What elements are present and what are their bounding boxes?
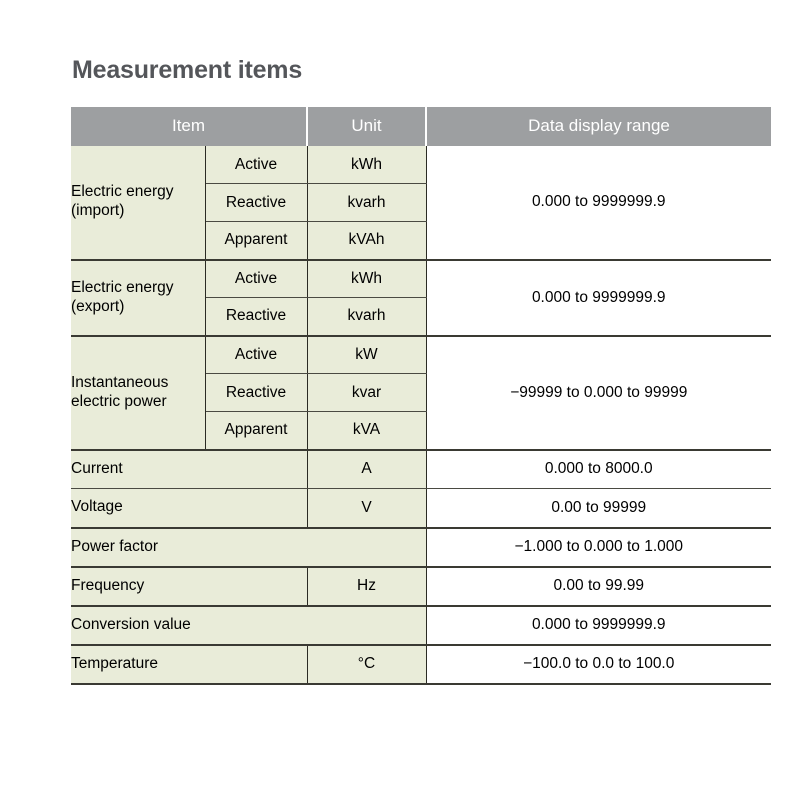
table-row [71,450,771,489]
row-subitem-label: Reactive [205,184,307,222]
row-range: −99999 to 0.000 to 99999 [426,336,771,450]
row-item-label [71,336,205,450]
item-label-line1: Instantaneous [71,373,169,391]
column-header-item: Item [71,107,307,146]
row-unit: kvarh [307,184,426,222]
item-label-line1: Electric energy [71,183,174,201]
row-range: −1.000 to 0.000 to 1.000 [426,528,771,567]
row-unit: A [307,450,426,489]
table-row [71,260,771,298]
row-item-label: Voltage [71,489,307,528]
row-subitem-label: Active [205,260,307,298]
column-header-unit: Unit [307,107,426,146]
row-unit: V [307,489,426,528]
row-unit: kVA [307,412,426,450]
table-row [71,645,771,684]
row-range: 0.000 to 9999999.9 [426,146,771,260]
row-item-label: Power factor [71,528,426,567]
row-unit: kWh [307,146,426,184]
item-label-line1: Electric energy [71,278,174,296]
row-item-label: Temperature [71,645,307,684]
row-subitem-label: Apparent [205,222,307,260]
item-label-line2: electric power [71,392,167,410]
row-subitem-label: Apparent [205,412,307,450]
column-header-range: Data display range [426,107,771,146]
row-range: 0.00 to 99999 [426,489,771,528]
item-label-line2: (export) [71,297,125,315]
page-title: Measurement items [72,56,303,84]
table-header-row [71,107,771,146]
row-subitem-label: Active [205,336,307,374]
row-subitem-label: Active [205,146,307,184]
measurement-items-table-wrap [71,107,771,685]
table-body [71,146,771,684]
row-unit: kW [307,336,426,374]
row-range: 0.000 to 9999999.9 [426,260,771,336]
row-item-label [71,260,205,336]
row-item-label: Frequency [71,567,307,606]
row-subitem-label: Reactive [205,374,307,412]
row-range: −100.0 to 0.0 to 100.0 [426,645,771,684]
row-item-label: Conversion value [71,606,426,645]
table-row [71,567,771,606]
row-range: 0.000 to 9999999.9 [426,606,771,645]
table-row [71,336,771,374]
table-row [71,606,771,645]
table-header [71,107,771,146]
row-subitem-label: Reactive [205,298,307,336]
row-unit: Hz [307,567,426,606]
row-range: 0.00 to 99.99 [426,567,771,606]
table-row [71,489,771,528]
row-unit: °C [307,645,426,684]
table-row [71,146,771,184]
row-unit: kvarh [307,298,426,336]
table-row [71,528,771,567]
row-unit: kWh [307,260,426,298]
row-item-label [71,146,205,260]
row-range: 0.000 to 8000.0 [426,450,771,489]
row-unit: kVAh [307,222,426,260]
item-label-line2: (import) [71,202,125,220]
row-unit: kvar [307,374,426,412]
row-item-label: Current [71,450,307,489]
measurement-items-table [71,107,771,685]
